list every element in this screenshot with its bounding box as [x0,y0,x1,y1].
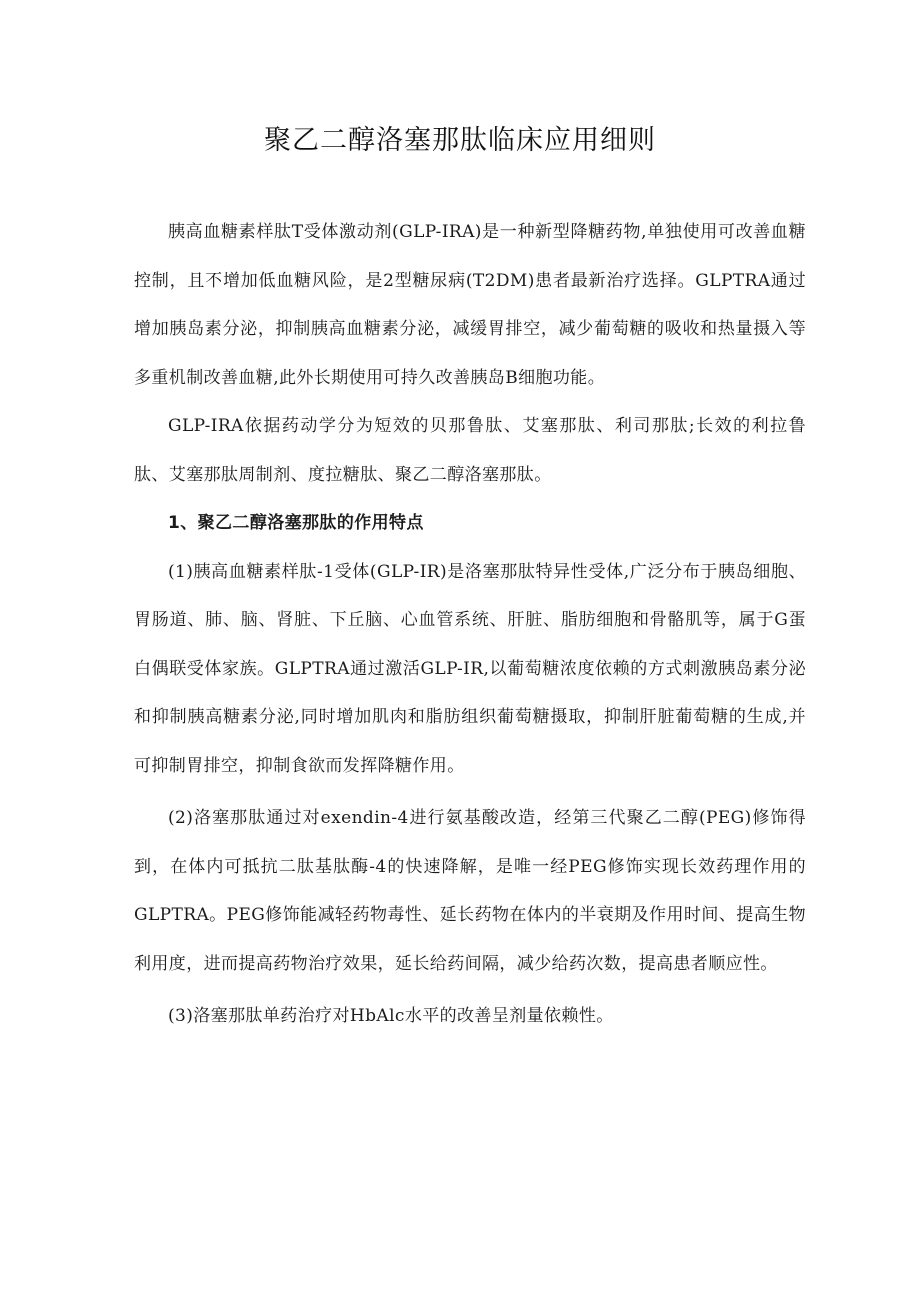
section-paragraph-1: (1)胰高血糖素样肽-1受体(GLP-IR)是洛塞那肽特异性受体,广泛分布于胰岛细胞、胃肠道、肺、脑、肾脏、下丘脑、心血管系统、肝脏、脂肪细胞和骨骼肌等，属于G蛋白偶联受体家族。GLPTRA通过激活GLP-IR,以葡萄糖浓度依赖的方式刺激胰岛素分泌和抑制胰高糖素分泌,同时增加肌肉和脂肪组织葡萄糖摄取，抑制肝脏葡萄糖的生成,并可抑制胃排空，抑制食欲而发挥降糖作用。 [134,561,806,776]
section-heading: 1、聚乙二醇洛塞那肽的作用特点 [168,513,424,533]
document-body [134,208,806,1041]
section-paragraph-2: (2)洛塞那肽通过对exendin-4进行氨基酸改造，经第三代聚乙二醇(PEG)修饰得到，在体内可抵抗二肽基肽酶-4的快速降解，是唯一经PEG修饰实现长效药理作用的GLPTRA。PEG修饰能减轻药物毒性、延长药物在体内的半衰期及作用时间、提高生物利用度，进而提高药物治疗效果，延长给药间隔，减少给药次数，提高患者顺应性。 [134,808,806,974]
intro-paragraph-2: GLP-IRA依据药动学分为短效的贝那鲁肽、艾塞那肽、利司那肽;长效的利拉鲁肽、艾塞那肽周制剂、度拉糖肽、聚乙二醇洛塞那肽。 [134,416,806,485]
intro-paragraph-1: 胰高血糖素样肽T受体激动剂(GLP-IRA)是一种新型降糖药物,单独使用可改善血糖控制，且不增加低血糖风险，是2型糖尿病(T2DM)患者最新治疗选择。GLPTRA通过增加胰岛素分泌，抑制胰高血糖素分泌，减缓胃排空，减少葡萄糖的吸收和热量摄入等多重机制改善血糖,此外长期使用可持久改善胰岛B细胞功能。 [134,222,806,388]
section-paragraph-3: (3)洛塞那肽单药治疗对HbAlc水平的改善呈剂量依赖性。 [168,1006,614,1026]
document-title: 聚乙二醇洛塞那肽临床应用细则 [264,125,656,156]
